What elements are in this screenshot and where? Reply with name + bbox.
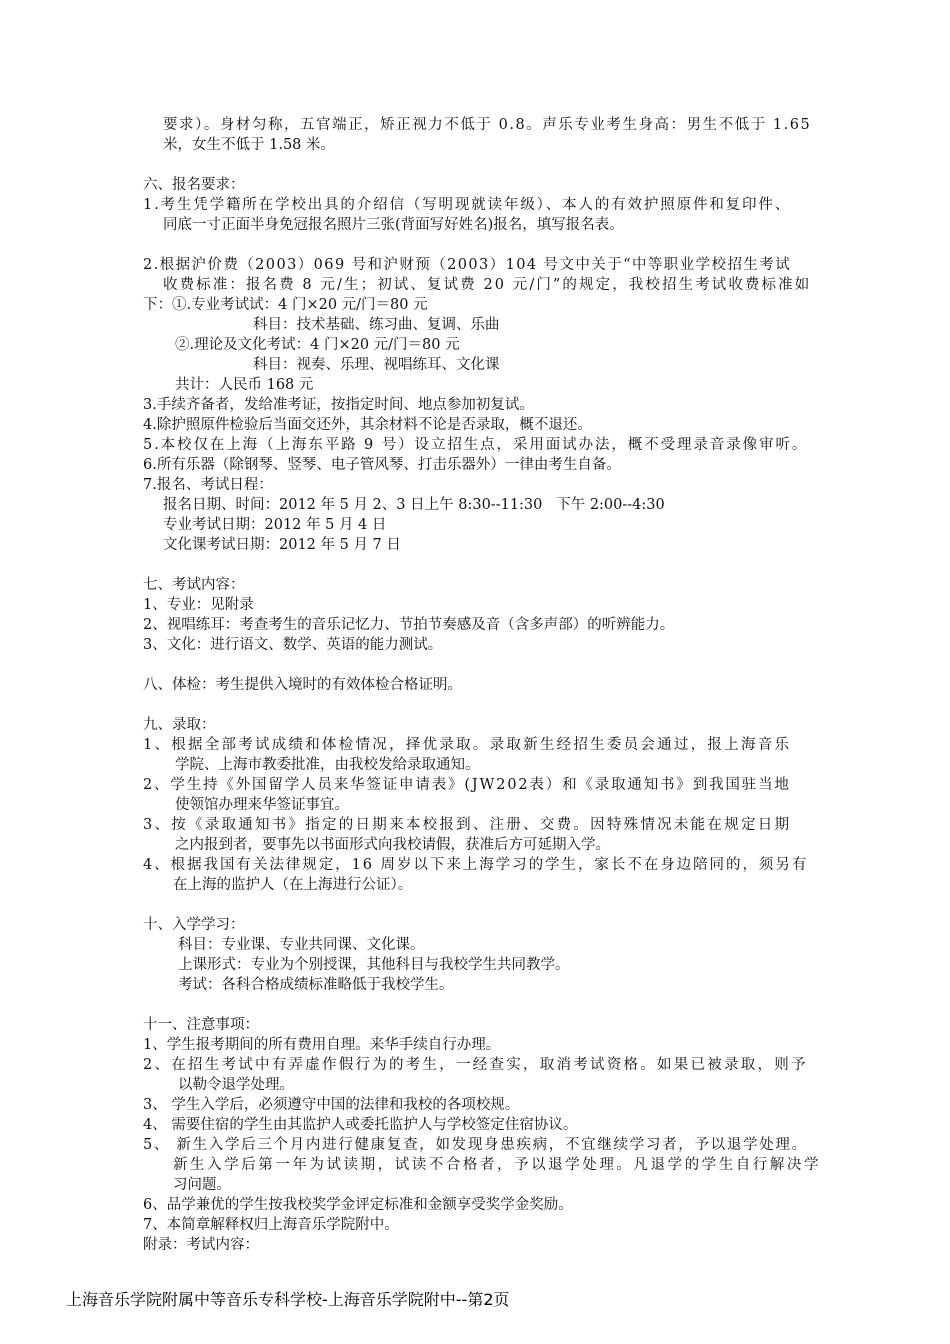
text-line: 5.本校仅在上海（上海东平路 9 号）设立招生点，采用面试办法，概不受理录音录像审听。 (143, 437, 809, 453)
text-line: 2、视唱练耳：考查考生的音乐记忆力、节拍节奏感及音（含多声部）的听辨能力。 (143, 617, 675, 633)
text-line: 7、本简章解释权归上海音乐学院附中。 (143, 1217, 399, 1233)
text-line: 以勒令退学处理。 (178, 1077, 294, 1093)
text-line: 之内报到者，要事先以书面形式向我校请假，获准后方可延期入学。 (175, 837, 610, 853)
text-line: 6、品学兼优的学生按我校奖学金评定标准和金额享受奖学金奖励。 (143, 1197, 573, 1213)
text-line: 科目：专业课、专业共同课、文化课。 (178, 937, 425, 953)
text-line: 附录：考试内容： (143, 1237, 259, 1253)
text-line: 七、考试内容： (143, 577, 245, 593)
text-line: 科目：视奏、乐理、视唱练耳、文化课 (253, 357, 500, 373)
text-line: 1、学生报考期间的所有费用自理。来华手续自行办理。 (143, 1037, 501, 1053)
text-line: 考试：各科合格成绩标准略低于我校学生。 (178, 977, 454, 993)
text-line: 同底一寸正面半身免冠报名照片三张(背面写好姓名)报名，填写报名表。 (163, 217, 624, 233)
text-line: 六、报名要求： (143, 177, 245, 193)
text-line: 5、 新生入学后三个月内进行健康复查，如发现身患疾病，不宜继续学习者，予以退学处理。 (143, 1137, 808, 1153)
text-line: 4.除护照原件检验后当面交还外，其余材料不论是否录取，概不退还。 (143, 417, 592, 433)
text-line: 共计：人民币 168 元 (175, 377, 314, 393)
page-footer: 上海音乐学院附属中等音乐专科学校-上海音乐学院附中--第2页 (66, 1290, 510, 1309)
text-line: 2、学生持《外国留学人员来华签证申请表》(JW202表）和《录取通知书》到我国驻当地 (143, 777, 791, 793)
text-line: 文化课考试日期：2012 年 5 月 7 日 (163, 537, 401, 553)
text-line: 7.报名、考试日程： (143, 477, 273, 493)
text-line: 4、根据我国有关法律规定，16 周岁以下来上海学习的学生，家长不在身边陪同的，须另有 (143, 857, 809, 873)
text-line: 1、专业：见附录 (143, 597, 254, 613)
text-line: 3.手续齐备者，发给准考证，按指定时间、地点参加初复试。 (143, 397, 534, 413)
text-line: 4、 需要住宿的学生由其监护人或委托监护人与学校签定住宿协议。 (143, 1117, 578, 1133)
text-line: 科目：技术基础、练习曲、复调、乐曲 (253, 317, 500, 333)
text-line: 十、入学学习： (143, 917, 245, 933)
text-line: ②.理论及文化考试：4 门×20 元/门＝80 元 (175, 337, 460, 353)
text-line: 十一、注意事项： (143, 1017, 259, 1033)
text-line: 2、在招生考试中有弄虚作假行为的考生，一经查实，取消考试资格。如果已被录取，则予 (143, 1057, 808, 1073)
text-line: 上课形式：专业为个别授课，其他科目与我校学生共同教学。 (178, 957, 570, 973)
text-line: 2.根据沪价费（2003）069 号和沪财预（2003）104 号文中关于“中等职业学校招生考试 (143, 257, 792, 273)
text-line: 米，女生不低于 1.58 米。 (163, 137, 336, 153)
text-line: 1.考生凭学籍所在学校出具的介绍信（写明现就读年级）、本人的有效护照原件和复印件、 (143, 197, 792, 213)
text-line: 要求）。身材匀称，五官端正，矫正视力不低于 0.8。声乐专业考生身高：男生不低于 1.65 (163, 117, 812, 133)
text-line: 3、文化：进行语文、数学、英语的能力测试。 (143, 637, 443, 653)
text-line: 专业考试日期：2012 年 5 月 4 日 (163, 517, 387, 533)
text-line: 下：①.专业考试试：4 门×20 元/门＝80 元 (143, 297, 428, 313)
text-line: 1、根据全部考试成绩和体检情况，择优录取。录取新生经招生委员会通过，报上海音乐 (143, 737, 792, 753)
text-line: 在上海的监护人（在上海进行公证）。 (173, 877, 413, 893)
text-line: 6.所有乐器（除钢琴、竖琴、电子管风琴、打击乐器外）一律由考生自备。 (143, 457, 621, 473)
text-line: 使领馆办理来华签证事宜。 (175, 797, 349, 813)
text-line: 报名日期、时间：2012 年 5 月 2、3 日上午 8:30--11:30 下午 2:00--4:30 (163, 497, 665, 513)
text-line: 学院、上海市教委批准，由我校发给录取通知。 (175, 757, 480, 773)
text-line: 3、 学生入学后，必须遵守中国的法律和我校的各项校规。 (143, 1097, 520, 1113)
text-line: 3、按《录取通知书》指定的日期来本校报到、注册、交费。因特殊情况未能在规定日期 (143, 817, 792, 833)
text-line: 新生入学后第一年为试读期，试读不合格者，予以退学处理。凡退学的学生自行解决学 (173, 1157, 822, 1173)
text-line: 习问题。 (173, 1177, 231, 1193)
text-line: 收费标准：报名费 8 元/生；初试、复试费 20 元/门”的规定，我校招生考试收费标准如 (163, 277, 812, 293)
text-line: 九、录取： (143, 717, 216, 733)
text-line: 八、体检：考生提供入境时的有效体检合格证明。 (143, 677, 462, 693)
